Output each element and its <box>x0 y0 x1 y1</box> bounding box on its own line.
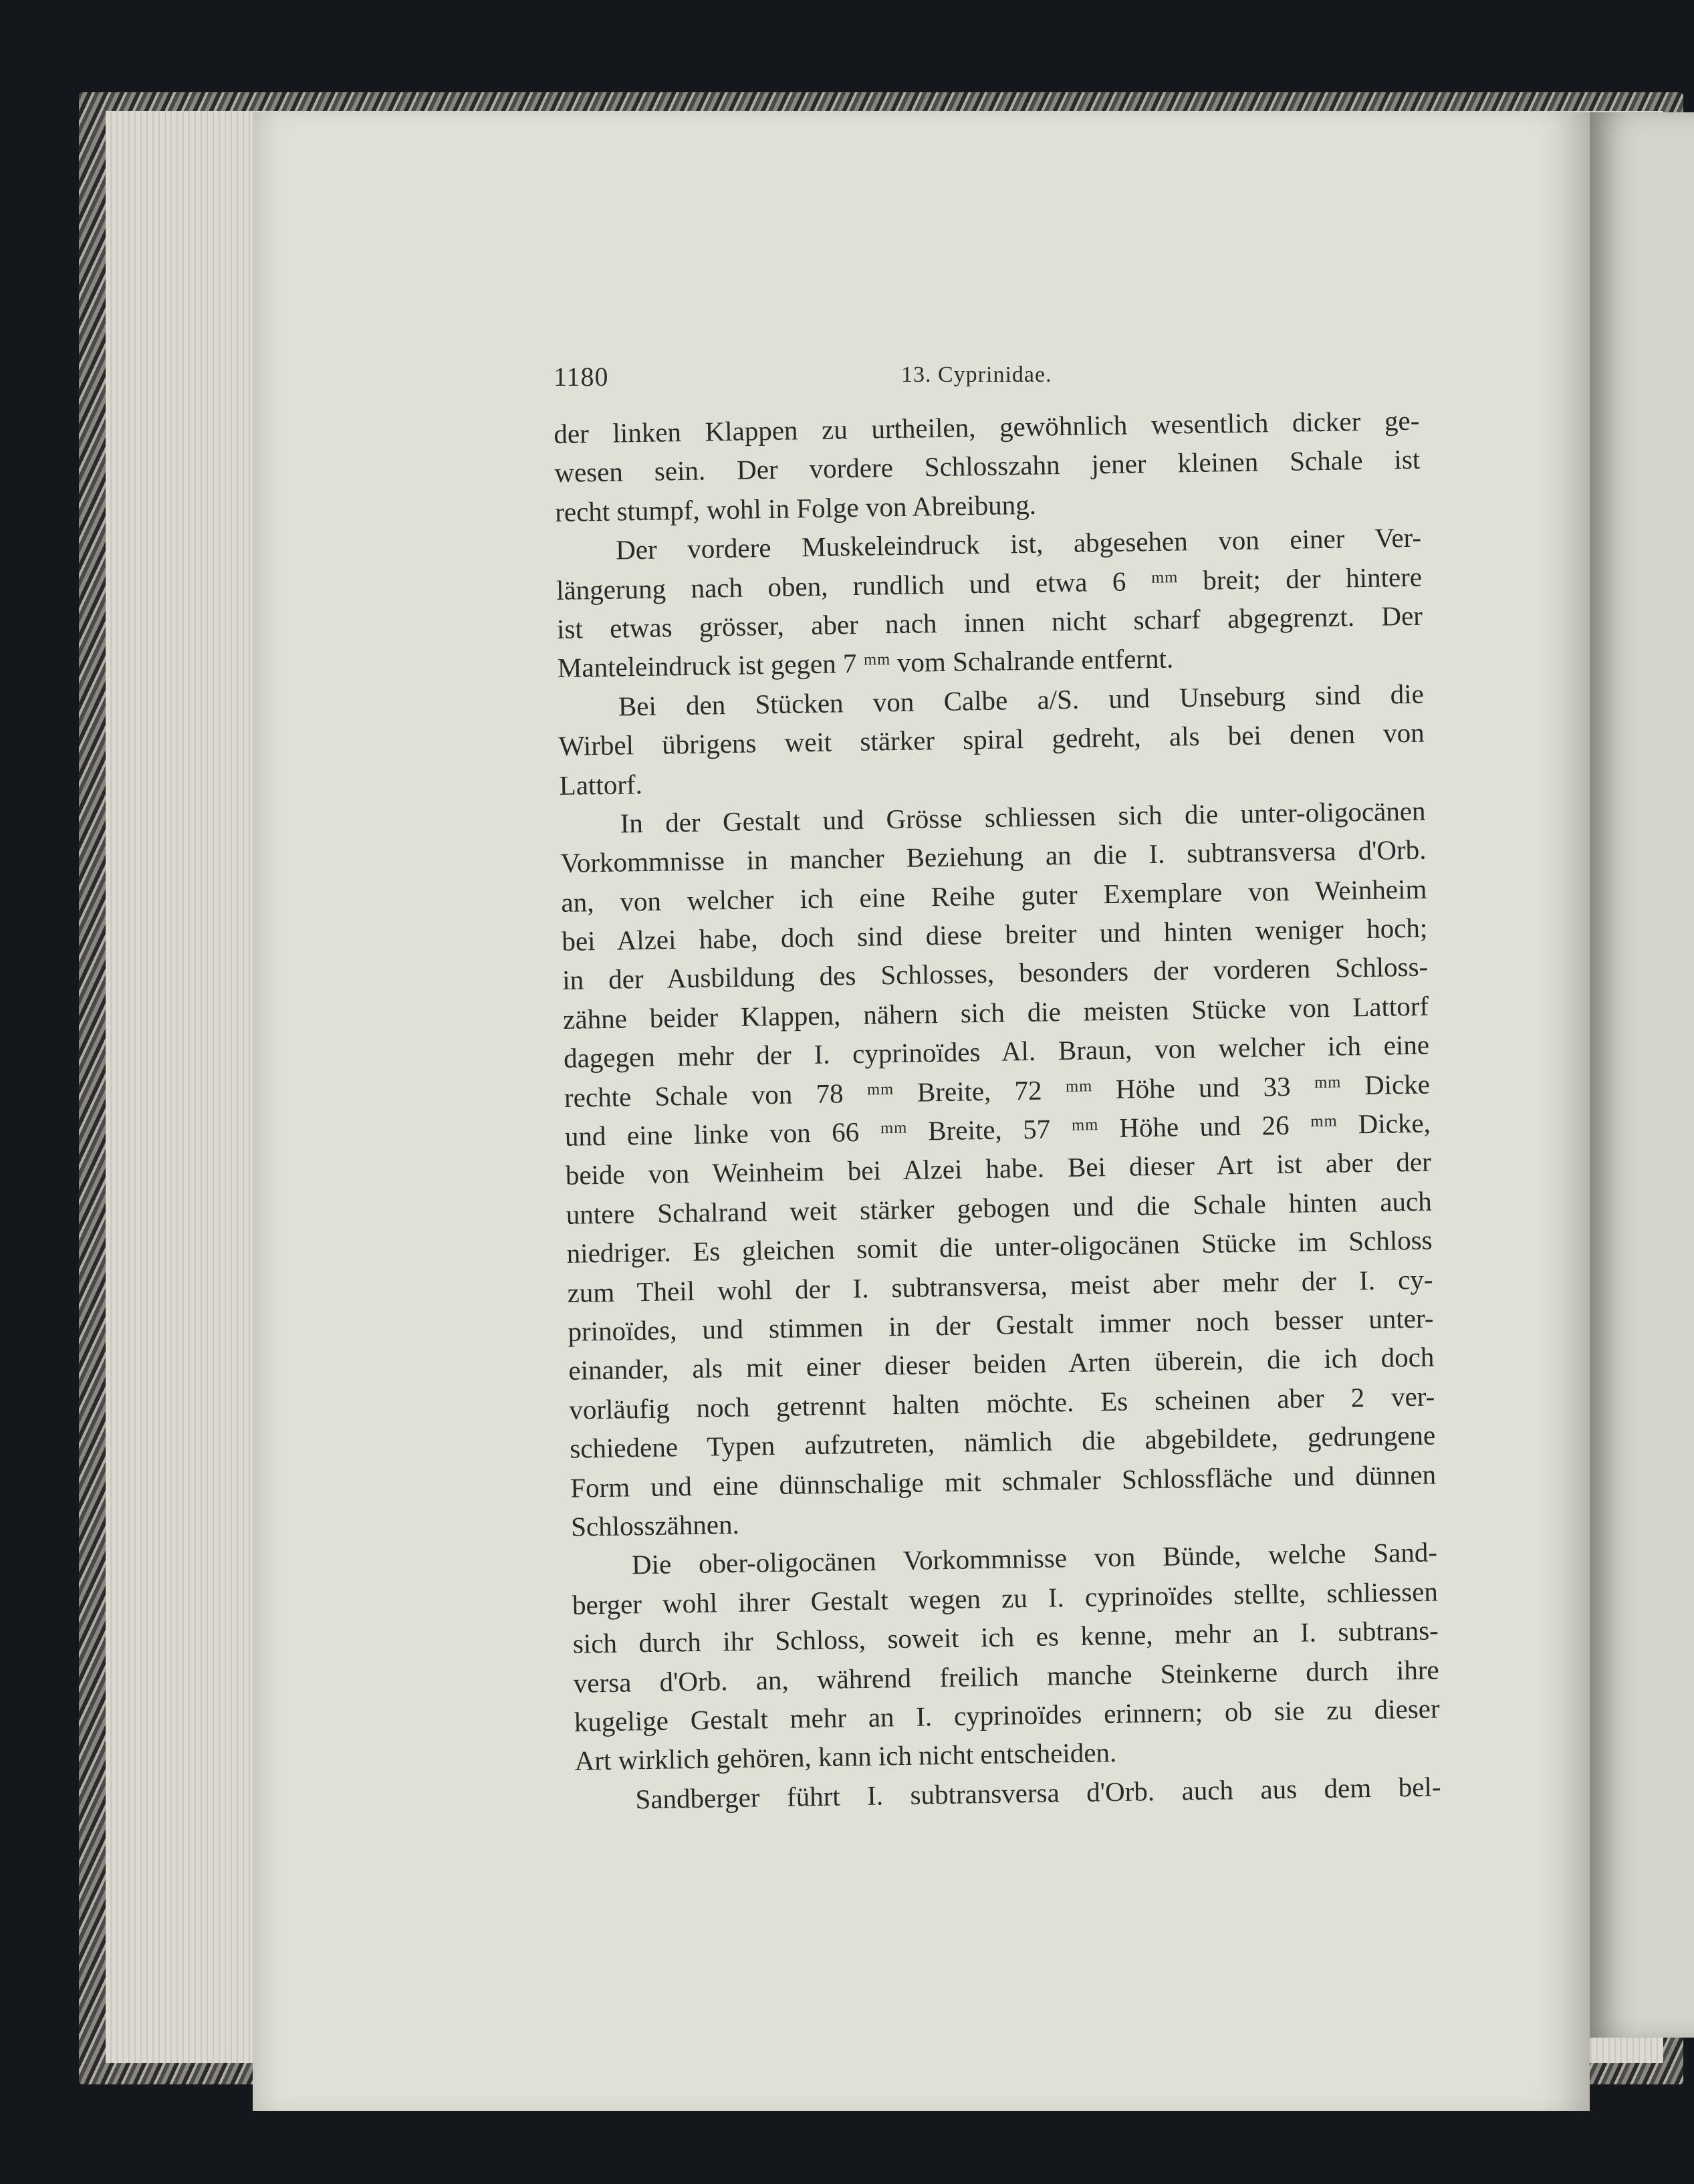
text-line: untere Schalrand weit stärker gebogen und die Schale hinten auch <box>566 1185 1433 1230</box>
running-head <box>554 361 1423 401</box>
text-line: Wirbel übrigens weit stärker spiral gedreht, als bei denen von <box>558 717 1425 762</box>
page-number: 1180 <box>554 362 609 392</box>
text-line: Schlosszähnen. <box>570 1508 740 1542</box>
text-line: dagegen mehr der I. cyprinoïdes Al. Braun, von welcher ich eine <box>563 1029 1430 1074</box>
text-line: Sandberger führt I. subtransversa d'Orb. auch aus dem bel- <box>635 1771 1441 1814</box>
text-line: zum Theil wohl der I. subtransversa, meist aber mehr der I. cy- <box>567 1263 1433 1308</box>
text-line: recht stumpf, wohl in Folge von Abreibung. <box>554 489 1037 527</box>
text-line: und eine linke von 66 ᵐᵐ Breite, 57 ᵐᵐ Höhe und 26 ᵐᵐ Dicke, <box>564 1107 1431 1152</box>
body-text <box>554 401 1441 1820</box>
text-line: wesen sein. Der vordere Schlosszahn jener kleinen Schale ist <box>554 444 1421 489</box>
text-line: längerung nach oben, rundlich und etwa 6 ᵐᵐ breit; der hintere <box>556 561 1423 606</box>
text-line: in der Ausbildung des Schlosses, besonders der vorderen Schloss- <box>562 951 1429 996</box>
text-line: prinoïdes, und stimmen in der Gestalt immer noch besser unter- <box>568 1302 1434 1347</box>
text-line: einander, als mit einer dieser beiden Arten überein, die ich doch <box>568 1341 1435 1386</box>
facing-page-edge <box>1590 112 1694 2038</box>
text-line: Form und eine dünnschalige mit schmaler Schlossfläche und dünnen <box>570 1459 1437 1503</box>
text-line: Der vordere Muskeleindruck ist, abgesehen von einer Ver- <box>615 521 1422 566</box>
text-line: Lattorf. <box>559 768 643 801</box>
text-line: versa d'Orb. an, während freilich manche Steinkerne durch ihre <box>573 1653 1440 1699</box>
text-line: zähne beider Klappen, nähern sich die meisten Stücke von Lattorf <box>562 990 1429 1035</box>
text-line: rechte Schale von 78 ᵐᵐ Breite, 72 ᵐᵐ Höhe und 33 ᵐᵐ Dicke <box>564 1068 1431 1113</box>
text-line: bei Alzei habe, doch sind diese breiter und hinten weniger hoch; <box>562 912 1428 957</box>
text-line: ist etwas grösser, aber nach innen nicht scharf abgegrenzt. Der <box>556 600 1423 644</box>
text-line: Bei den Stücken von Calbe a/S. und Unseburg sind die <box>618 678 1425 722</box>
text-line: In der Gestalt und Grösse schliessen sich die unter-oligocänen <box>620 795 1426 839</box>
text-line: vorläufig noch getrennt halten möchte. Es scheinen aber 2 ver- <box>569 1380 1435 1425</box>
text-line: der linken Klappen zu urtheilen, gewöhnlich wesentlich dicker ge- <box>554 404 1420 449</box>
text-line: beide von Weinheim bei Alzei habe. Bei dieser Art ist aber der <box>565 1146 1432 1191</box>
text-line: berger wohl ihrer Gestalt wegen zu I. cyprinoïdes stellte, schliessen <box>572 1576 1439 1620</box>
text-line: niedriger. Es gleichen somit die unter-oligocänen Stücke im Schloss <box>566 1224 1433 1269</box>
text-line: Art wirklich gehören, kann ich nicht entscheiden. <box>574 1737 1117 1777</box>
text-line: an, von welcher ich eine Reihe guter Exemplare von Weinheim <box>561 873 1427 918</box>
text-line: Vorkommnisse in mancher Beziehung an die I. subtransversa d'Orb. <box>560 834 1427 879</box>
text-line: Die ober-oligocänen Vorkommnisse von Bünde, welche Sand- <box>631 1536 1438 1580</box>
text-line: Manteleindruck ist gegen 7 ᵐᵐ vom Schalrande entfernt. <box>557 642 1174 684</box>
text-line: sich durch ihr Schloss, soweit ich es kenne, mehr an I. subtrans- <box>572 1614 1439 1659</box>
section-title: 13. Cyprinidae. <box>901 362 1052 387</box>
text-line: schiedene Typen aufzutreten, nämlich die abgebildete, gedrungene <box>569 1419 1436 1464</box>
text-line: kugelige Gestalt mehr an I. cyprinoïdes erinnern; ob sie zu dieser <box>574 1693 1440 1737</box>
